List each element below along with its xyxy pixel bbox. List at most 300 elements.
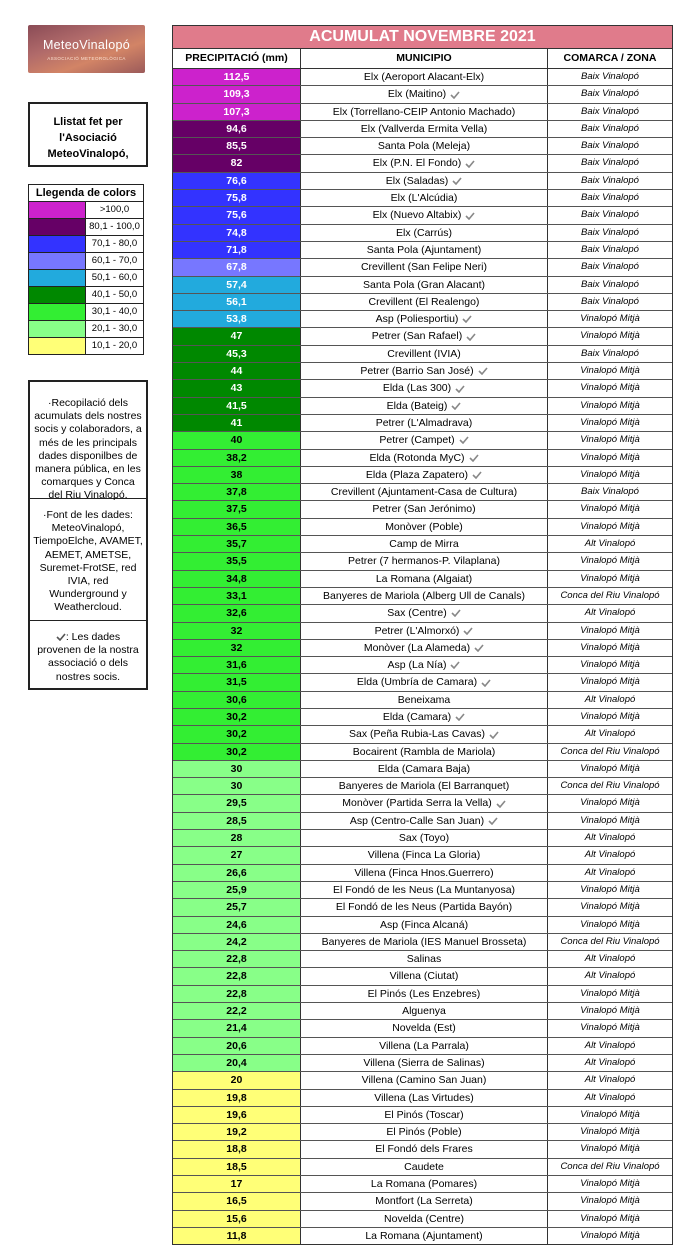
precipitation-value: 45,3: [173, 346, 301, 362]
legend-swatch: [29, 236, 86, 252]
logo-subtitle: ASSOCIACIÓ METEOROLÒGICA: [47, 56, 126, 61]
legend-range: 30,1 - 40,0: [91, 306, 138, 317]
precipitation-value: 74,8: [173, 225, 301, 241]
table-row: [173, 726, 672, 743]
table-row: [173, 1003, 672, 1020]
table-row: [173, 899, 672, 916]
zona-cell: Alt Vinalopó: [584, 832, 636, 844]
municipio-cell: [301, 847, 548, 863]
precipitation-value: 24,6: [173, 917, 301, 933]
zona-cell: Vinalopó Mitjà: [580, 434, 640, 446]
zona-cell: Conca del Riu Vinalopó: [560, 935, 660, 947]
municipio-name: Elx (Nuevo Altabix): [372, 209, 462, 222]
municipio-name: Villena (Finca La Gloria): [367, 849, 481, 862]
precipitation-value: 20,6: [173, 1038, 301, 1054]
zona-cell: Baix Vinalopó: [581, 192, 639, 204]
municipio-name: Crevillent (San Felipe Neri): [360, 261, 488, 274]
municipio-name: Villena (Las Virtudes): [374, 1091, 474, 1104]
zona-cell: Alt Vinalopó: [584, 970, 636, 982]
precipitation-value: 26,6: [173, 865, 301, 881]
legend-swatch: [29, 287, 86, 303]
municipio-cell: [301, 484, 548, 500]
legend-swatch: [29, 338, 86, 354]
precipitation-value: 37,5: [173, 501, 301, 517]
municipio-cell: [301, 277, 548, 293]
precipitation-value: 76,6: [173, 173, 301, 189]
municipio-name: Salinas: [406, 953, 442, 966]
zona-cell: Vinalopó Mitjà: [580, 399, 640, 411]
municipio-cell: [301, 744, 548, 760]
legend-range: 10,1 - 20,0: [91, 340, 138, 351]
notes-check-text: : Les dades provenen de la nostra associació o dels nostres socis.: [37, 631, 139, 683]
municipio-cell: [301, 259, 548, 275]
header-municipio: MUNICIPIO: [301, 49, 548, 68]
zona-cell: Vinalopó Mitjà: [580, 313, 640, 325]
check-icon: [452, 177, 462, 185]
municipio-cell: [301, 1124, 548, 1140]
municipio-cell: [301, 294, 548, 310]
zona-cell: Baix Vinalopó: [581, 295, 639, 307]
check-icon: [488, 817, 498, 825]
zona-cell: Baix Vinalopó: [581, 157, 639, 169]
zona-cell: Vinalopó Mitjà: [580, 624, 640, 636]
municipio-name: Bocairent (Rambla de Mariola): [352, 745, 496, 758]
municipio-name: Petrer (Campet): [379, 434, 455, 447]
legend-range: 70,1 - 80,0: [91, 238, 138, 249]
municipio-cell: [301, 346, 548, 362]
municipio-name: La Romana (Pomares): [370, 1178, 478, 1190]
precipitation-value: 47: [173, 328, 301, 344]
precipitation-value: 30,2: [173, 709, 301, 725]
credit-line: l'Asociació: [59, 132, 117, 144]
precipitation-value: 19,2: [173, 1124, 301, 1140]
table-row: [173, 571, 672, 588]
check-icon: [455, 713, 465, 721]
municipio-name: El Pinós (Poble): [386, 1126, 462, 1139]
zona-cell: Baix Vinalopó: [581, 174, 639, 186]
municipio-cell: [301, 1193, 548, 1209]
table-row: [173, 917, 672, 934]
precipitation-value: 28,5: [173, 813, 301, 829]
table-row: [173, 277, 672, 294]
precipitation-value: 40: [173, 432, 301, 448]
municipio-name: Elda (Rotonda MyC): [369, 451, 465, 464]
precipitation-value: 20: [173, 1072, 301, 1088]
table-row: [173, 363, 672, 380]
precipitation-value: 67,8: [173, 259, 301, 275]
header-zona: COMARCA / ZONA: [563, 52, 657, 64]
legend-range: 60,1 - 70,0: [91, 255, 138, 266]
municipio-name: Monòver (La Alameda): [363, 641, 471, 654]
table-row: [173, 225, 672, 242]
municipio-name: Elda (Camara): [382, 710, 452, 723]
precipitation-value: 31,6: [173, 657, 301, 673]
table-row: [173, 795, 672, 812]
precipitation-value: 41,5: [173, 398, 301, 414]
zona-cell: Alt Vinalopó: [584, 1091, 636, 1103]
precipitation-value: 57,4: [173, 277, 301, 293]
precipitation-value: 11,8: [173, 1228, 301, 1244]
zona-cell: Vinalopó Mitjà: [580, 555, 640, 567]
precipitation-value: 27: [173, 847, 301, 863]
municipio-name: Asp (Finca Alcaná): [379, 918, 469, 931]
table-row: [173, 951, 672, 968]
municipio-name: Monòver (Poble): [385, 520, 463, 533]
legend-range: 50,1 - 60,0: [91, 272, 138, 283]
municipio-cell: [301, 501, 548, 517]
precipitation-value: 36,5: [173, 519, 301, 535]
precipitation-value: 30: [173, 761, 301, 777]
municipio-cell: [301, 311, 548, 327]
precipitation-value: 41: [173, 415, 301, 431]
zona-cell: Vinalopó Mitjà: [580, 382, 640, 394]
zona-cell: Alt Vinalopó: [584, 1056, 636, 1068]
precipitation-value: 71,8: [173, 242, 301, 258]
municipio-name: Elx (Carrús): [395, 226, 452, 239]
municipio-name: Asp (Centro-Calle San Juan): [349, 814, 485, 827]
precipitation-value: 22,8: [173, 968, 301, 984]
municipio-name: Elx (L'Alcúdia): [390, 192, 458, 205]
precipitation-value: 56,1: [173, 294, 301, 310]
municipio-cell: [301, 813, 548, 829]
precipitation-value: 44: [173, 363, 301, 379]
check-icon: [489, 731, 499, 739]
check-icon: [462, 315, 472, 323]
precipitation-value: 16,5: [173, 1193, 301, 1209]
municipio-name: Elda (Las 300): [382, 382, 452, 395]
zona-cell: Vinalopó Mitjà: [580, 1195, 640, 1207]
table-row: [173, 1107, 672, 1124]
municipio-name: Beneixama: [397, 693, 451, 706]
table-row: [173, 467, 672, 484]
zona-cell: Vinalopó Mitjà: [580, 641, 640, 653]
precipitation-value: 32,6: [173, 605, 301, 621]
municipio-name: Elx (Torrellano-CEIP Antonio Machado): [332, 105, 516, 118]
precipitation-value: 109,3: [173, 86, 301, 102]
zona-cell: Vinalopó Mitjà: [580, 451, 640, 463]
precipitation-value: 38,2: [173, 450, 301, 466]
municipio-cell: [301, 207, 548, 223]
municipio-name: Santa Pola (Gran Alacant): [363, 278, 485, 291]
table-row: [173, 519, 672, 536]
table-row: [173, 968, 672, 985]
municipio-cell: [301, 380, 548, 396]
table-row: [173, 1072, 672, 1089]
table-row: [173, 207, 672, 224]
zona-cell: Baix Vinalopó: [581, 226, 639, 238]
legend-range: >100,0: [99, 204, 130, 215]
municipio-cell: [301, 588, 548, 604]
table-row: [173, 104, 672, 121]
check-icon: [465, 212, 475, 220]
notes-compilation: ·Recopilació dels acumulats dels nostres socis y colaboradors, a més de les principals dades disponilbes de manera pública, en les comarques y Conca del Riu Vinalopó.: [30, 382, 146, 499]
municipio-name: Caudete: [404, 1160, 444, 1173]
municipio-cell: [301, 1159, 548, 1175]
zona-cell: Vinalopó Mitjà: [580, 901, 640, 913]
municipio-cell: [301, 225, 548, 241]
table-row: [173, 346, 672, 363]
zona-cell: Vinalopó Mitjà: [580, 710, 640, 722]
legend-swatch: [29, 270, 86, 286]
legend-row: [29, 287, 143, 304]
municipio-cell: [301, 432, 548, 448]
municipio-name: Crevillent (El Realengo): [368, 295, 480, 308]
precipitation-value: 25,9: [173, 882, 301, 898]
zona-cell: Vinalopó Mitjà: [580, 1229, 640, 1241]
table-row: [173, 1141, 672, 1158]
municipio-cell: [301, 1003, 548, 1019]
check-icon: [474, 644, 484, 652]
table-row: [173, 1020, 672, 1037]
zona-cell: Alt Vinalopó: [584, 538, 636, 550]
check-icon: [56, 633, 66, 641]
precipitation-value: 75,6: [173, 207, 301, 223]
table-row: [173, 623, 672, 640]
zona-cell: Baix Vinalopó: [581, 261, 639, 273]
zona-cell: Alt Vinalopó: [584, 953, 636, 965]
zona-cell: Alt Vinalopó: [584, 866, 636, 878]
municipio-cell: [301, 986, 548, 1002]
municipio-cell: [301, 571, 548, 587]
municipio-name: Villena (Sierra de Salinas): [363, 1056, 485, 1069]
table-row: [173, 484, 672, 501]
check-icon: [451, 402, 461, 410]
table-row: [173, 778, 672, 795]
municipio-cell: [301, 674, 548, 690]
legend-row: [29, 338, 143, 354]
zona-cell: Alt Vinalopó: [584, 728, 636, 740]
precipitation-value: 22,8: [173, 986, 301, 1002]
municipio-name: El Fondó de les Neus (La Muntanyosa): [332, 883, 516, 896]
municipio-name: Elx (Vallverda Ermita Vella): [360, 122, 488, 135]
municipio-name: Asp (Poliesportiu): [375, 313, 459, 326]
precipitation-value: 19,8: [173, 1090, 301, 1106]
municipio-cell: [301, 104, 548, 120]
precipitation-value: 21,4: [173, 1020, 301, 1036]
precipitation-value: 107,3: [173, 104, 301, 120]
municipio-cell: [301, 1072, 548, 1088]
table-body: [173, 69, 672, 1244]
precipitation-value: 25,7: [173, 899, 301, 915]
color-legend: [28, 184, 144, 355]
table-row: [173, 328, 672, 345]
municipio-name: Banyeres de Mariola (Alberg Ull de Canals): [323, 589, 525, 602]
zona-cell: Vinalopó Mitjà: [580, 365, 640, 377]
municipio-name: Petrer (San Jerónimo): [372, 503, 476, 516]
table-row: [173, 173, 672, 190]
zona-cell: Conca del Riu Vinalopó: [560, 780, 660, 792]
legend-swatch: [29, 202, 86, 218]
table-row: [173, 1211, 672, 1228]
zona-cell: Vinalopó Mitjà: [580, 883, 640, 895]
table-row: [173, 744, 672, 761]
zona-cell: Baix Vinalopó: [581, 347, 639, 359]
precipitation-value: 75,8: [173, 190, 301, 206]
zona-cell: Alt Vinalopó: [584, 849, 636, 861]
table-row: [173, 259, 672, 276]
municipio-name: Elx (Maitino): [387, 88, 447, 101]
zona-cell: Vinalopó Mitjà: [580, 416, 640, 428]
zona-cell: Baix Vinalopó: [581, 243, 639, 255]
zona-cell: Baix Vinalopó: [581, 122, 639, 134]
municipio-cell: [301, 692, 548, 708]
municipio-cell: [301, 415, 548, 431]
check-icon: [455, 385, 465, 393]
municipio-cell: [301, 190, 548, 206]
legend-row: [29, 202, 143, 219]
table-row: [173, 813, 672, 830]
table-header-row: [173, 49, 672, 69]
notes-check-legend: [30, 621, 146, 684]
zona-cell: Baix Vinalopó: [581, 105, 639, 117]
municipio-cell: [301, 86, 548, 102]
table-row: [173, 501, 672, 518]
table-row: [173, 1193, 672, 1210]
zona-cell: Vinalopó Mitjà: [580, 659, 640, 671]
table-row: [173, 1124, 672, 1141]
municipio-cell: [301, 242, 548, 258]
municipio-name: Crevillent (IVIA): [387, 347, 461, 360]
precipitation-value: 32: [173, 623, 301, 639]
zona-cell: Vinalopó Mitjà: [580, 1178, 640, 1189]
precipitation-value: 20,4: [173, 1055, 301, 1071]
table-row: [173, 986, 672, 1003]
table-row: [173, 1228, 672, 1244]
precipitation-value: 30: [173, 778, 301, 794]
logo-title: MeteoVinalopó: [42, 38, 131, 52]
precipitation-value: 31,5: [173, 674, 301, 690]
municipio-cell: [301, 519, 548, 535]
municipio-cell: [301, 1228, 548, 1244]
municipio-cell: [301, 899, 548, 915]
precipitation-value: 35,7: [173, 536, 301, 552]
precipitation-value: 30,6: [173, 692, 301, 708]
table-row: [173, 830, 672, 847]
precipitation-value: 85,5: [173, 138, 301, 154]
municipio-cell: [301, 709, 548, 725]
precipitation-value: 24,2: [173, 934, 301, 950]
municipio-cell: [301, 761, 548, 777]
municipio-name: El Fondó dels Frares: [375, 1143, 473, 1156]
municipio-name: Camp de Mirra: [389, 538, 459, 551]
municipio-cell: [301, 1107, 548, 1123]
zona-cell: Baix Vinalopó: [581, 278, 639, 290]
zona-cell: Vinalopó Mitjà: [580, 814, 640, 826]
precipitation-value: 94,6: [173, 121, 301, 137]
municipio-cell: [301, 1038, 548, 1054]
rainfall-table: [172, 25, 673, 1245]
notes-box: [28, 380, 148, 690]
municipio-cell: [301, 1055, 548, 1071]
legend-row: [29, 236, 143, 253]
header-precipitation: PRECIPITACIÓ (mm): [173, 49, 301, 68]
legend-row: [29, 321, 143, 338]
table-row: [173, 121, 672, 138]
legend-range: 80,1 - 100,0: [89, 221, 140, 232]
check-icon: [459, 436, 469, 444]
precipitation-value: 34,8: [173, 571, 301, 587]
precipitation-value: 17: [173, 1176, 301, 1192]
municipio-name: Banyeres de Mariola (El Barranquet): [338, 780, 510, 793]
zona-cell: Baix Vinalopó: [581, 88, 639, 100]
table-row: [173, 432, 672, 449]
precipitation-value: 18,8: [173, 1141, 301, 1157]
zona-cell: Vinalopó Mitjà: [580, 918, 640, 930]
zona-cell: Alt Vinalopó: [584, 1074, 636, 1086]
municipio-name: El Pinós (Les Enzebres): [367, 987, 481, 1000]
zona-cell: Alt Vinalopó: [584, 1039, 636, 1051]
table-title: ACUMULAT NOVEMBRE 2021: [173, 26, 672, 49]
table-row: [173, 1038, 672, 1055]
zona-cell: Vinalopó Mitjà: [580, 1143, 640, 1155]
precipitation-value: 29,5: [173, 795, 301, 811]
municipio-name: Elx (Saladas): [385, 174, 449, 187]
municipio-cell: [301, 155, 548, 171]
legend-range: 20,1 - 30,0: [91, 323, 138, 334]
table-row: [173, 1159, 672, 1176]
municipio-cell: [301, 69, 548, 85]
zona-cell: Vinalopó Mitjà: [580, 987, 640, 999]
zona-cell: Vinalopó Mitjà: [580, 1212, 640, 1224]
municipio-cell: [301, 553, 548, 569]
table-row: [173, 1176, 672, 1193]
legend-row: [29, 219, 143, 236]
precipitation-value: 32: [173, 640, 301, 656]
municipio-name: Montfort (La Serreta): [375, 1195, 473, 1208]
municipio-name: La Romana (Algaiat): [375, 572, 473, 585]
municipio-cell: [301, 640, 548, 656]
credit-line: MeteoVinalopó,: [47, 148, 129, 160]
precipitation-value: 22,8: [173, 951, 301, 967]
municipio-cell: [301, 917, 548, 933]
municipio-cell: [301, 121, 548, 137]
table-row: [173, 674, 672, 691]
table-row: [173, 605, 672, 622]
precipitation-value: 38: [173, 467, 301, 483]
precipitation-value: 37,8: [173, 484, 301, 500]
table-row: [173, 398, 672, 415]
municipio-name: El Fondó de les Neus (Partida Bayón): [335, 901, 513, 914]
legend-title: Llegenda de colors: [29, 185, 143, 202]
check-icon: [450, 91, 460, 99]
zona-cell: Conca del Riu Vinalopó: [560, 1160, 660, 1172]
check-icon: [472, 471, 482, 479]
table-row: [173, 155, 672, 172]
municipio-cell: [301, 138, 548, 154]
legend-range: 40,1 - 50,0: [91, 289, 138, 300]
credit-box: [28, 102, 148, 167]
zona-cell: Vinalopó Mitjà: [580, 762, 640, 774]
municipio-name: Elda (Camara Baja): [377, 762, 471, 775]
precipitation-value: 19,6: [173, 1107, 301, 1123]
municipio-cell: [301, 865, 548, 881]
municipio-cell: [301, 536, 548, 552]
table-row: [173, 380, 672, 397]
precipitation-value: 30,2: [173, 726, 301, 742]
zona-cell: Conca del Riu Vinalopó: [560, 589, 660, 601]
zona-cell: Vinalopó Mitjà: [580, 468, 640, 480]
legend-row: [29, 253, 143, 270]
check-icon: [496, 800, 506, 808]
municipio-name: Petrer (L'Almadrava): [375, 416, 473, 429]
zona-cell: Baix Vinalopó: [581, 140, 639, 152]
legend-swatch: [29, 321, 86, 337]
municipio-cell: [301, 726, 548, 742]
check-icon: [469, 454, 479, 462]
zona-cell: Vinalopó Mitjà: [580, 676, 640, 688]
municipio-name: Villena (Camino San Juan): [361, 1074, 487, 1087]
municipio-name: Novelda (Est): [392, 1022, 456, 1035]
